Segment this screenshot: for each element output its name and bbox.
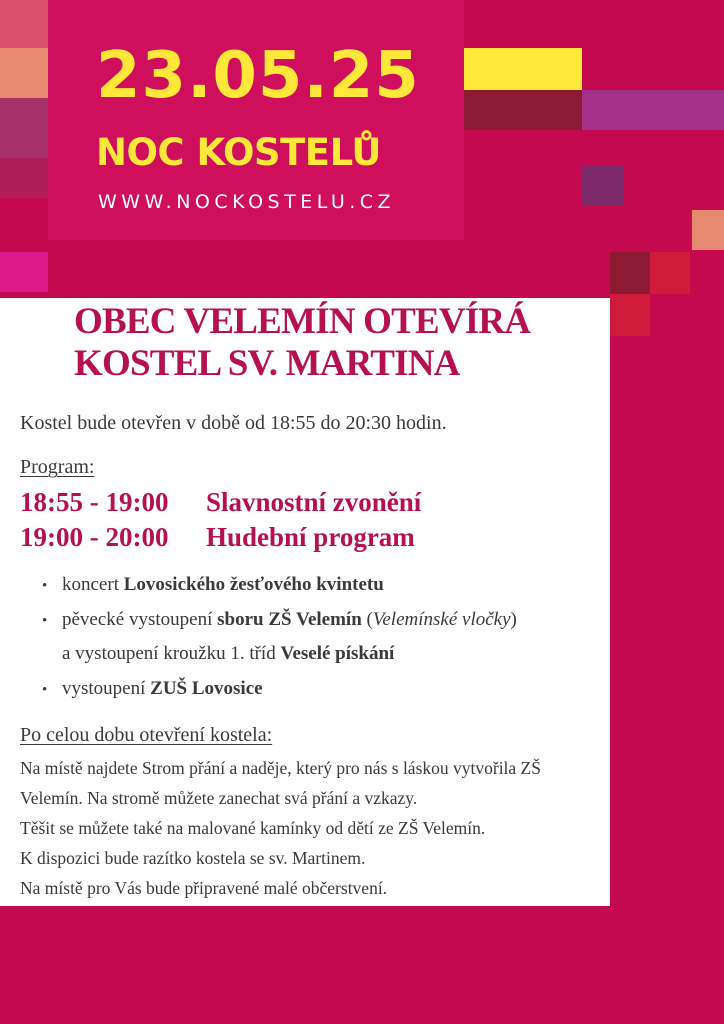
info-line: Na místě pro Vás bude připravené malé občerstvení. <box>20 878 388 898</box>
event-date: 23.05.25 <box>96 39 420 113</box>
bullet-icon: • <box>42 682 48 698</box>
info-line: K dispozici bude razítko kostela se sv. Martinem. <box>20 848 366 868</box>
program-name: Hudební program <box>206 522 415 552</box>
list-item: • pěvecké vystoupení sboru ZŠ Velemín (Velemínské vločky) <box>42 607 517 634</box>
program-time: 18:55 - 19:00 <box>20 487 169 517</box>
content-panel <box>0 298 610 906</box>
program-time: 19:00 - 20:00 <box>20 522 169 552</box>
info-line: Velemín. Na stromě můžete zanechat svá přání a vzkazy. <box>20 788 418 808</box>
info-line: Na místě najdete Strom přání a naděje, který pro nás s láskou vytvořila ZŠ <box>20 758 541 778</box>
intro-text: Kostel bude otevřen v době od 18:55 do 20:30 hodin. <box>20 412 447 434</box>
heading-line-1: OBEC VELEMÍN OTEVÍRÁ <box>74 301 531 342</box>
list-item: • vystoupení ZUŠ Lovosice <box>42 676 263 703</box>
heading-line-2: KOSTEL SV. MARTINA <box>74 343 460 384</box>
list-item: • koncert Lovosického žesťového kvintetu <box>42 572 384 599</box>
bullet-icon: • <box>42 613 48 629</box>
program-name: Slavnostní zvonění <box>206 487 422 517</box>
bullet-icon: • <box>42 578 48 594</box>
info-label: Po celou dobu otevření kostela: <box>20 724 273 746</box>
list-item-continuation: a vystoupení kroužku 1. tříd Veselé pískání <box>62 643 395 664</box>
program-label: Program: <box>20 456 95 478</box>
info-line: Těšit se můžete také na malované kamínky od dětí ze ZŠ Velemín. <box>20 818 486 838</box>
event-url[interactable]: WWW.NOCKOSTELU.CZ <box>98 191 396 213</box>
event-title: NOC KOSTELŮ <box>96 131 381 174</box>
program-row <box>20 521 415 553</box>
program-row <box>20 486 421 518</box>
